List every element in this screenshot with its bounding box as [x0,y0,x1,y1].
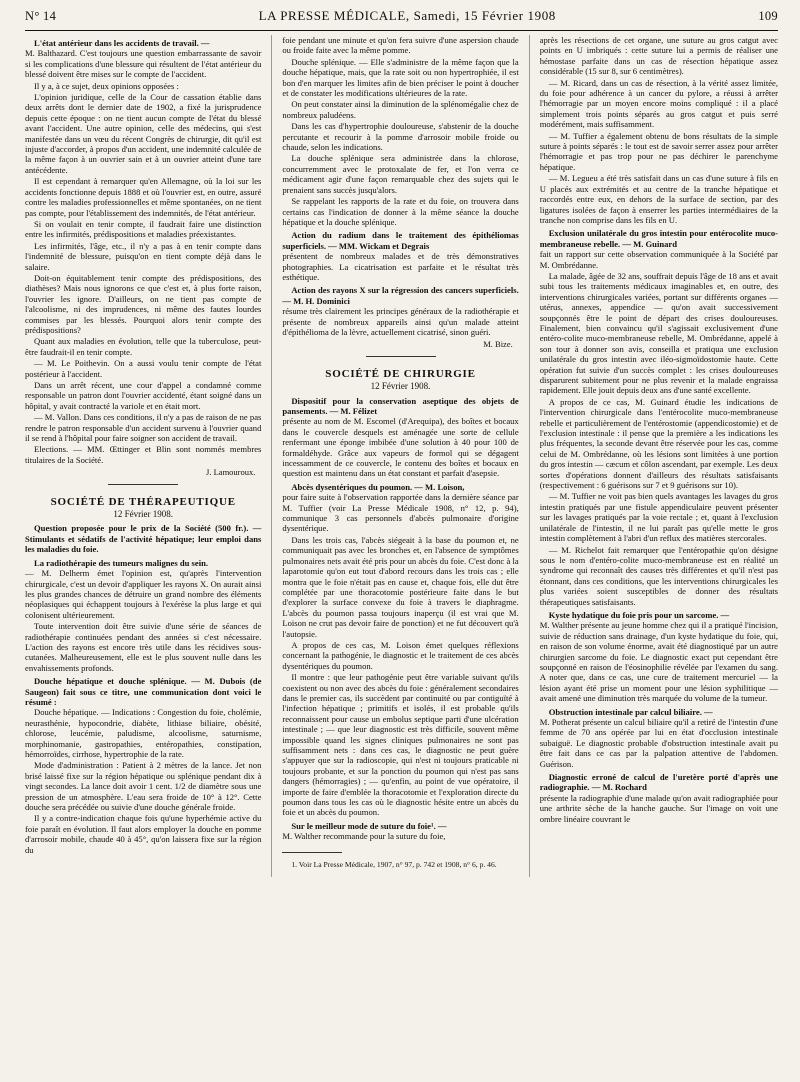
paragraph: Doit-on équitablement tenir compte des prédispositions, des diathèses? Mais nous ignorons ce que c'est et, à plus forte raison, l'ouvrier les ignore. D'ailleurs, on ne tient pas compte de l'alcoolisme, ni des imprudences, ni même des fautes lourdes commises par les blessés. Pourquoi alors tenir compte des prédispositions? [25,272,262,335]
section-title: SOCIÉTÉ DE THÉRAPEUTIQUE [50,495,236,508]
article-heading: Question proposée pour le prix de la Société (500 fr.). — Stimulants et sédatifs de l'activité hépatique; leur emploi dans les maladies du foie. [25,523,262,555]
paragraph: Il y a contre-indication chaque fois qu'une hyperhémie active du foie paraît en évolution. Il faut alors employer la douche en pomme d'arrosoir mobile, chaude 40 à 45°, qu'on laissera fixe sur la région du [25,813,262,855]
paragraph: — M. Delherm émet l'opinion est, qu'après l'intervention chirurgicale, c'est un devoir d'appliquer les rayons X. On aurait ainsi les plus grandes chances de détruire un grand nombre des éléments néoplasiques qui échappent toujours à l'exérèse la plus large et qui colonisent ultérieurement. [25,568,262,620]
paragraph: — M. Ricard, dans un cas de résection, à la vérité assez limitée, du foie pour adhérence à un cancer du pylore, a réussi à arrêter l'hémorragie par un moyen encore moins compliqué : il a placé simplement trois points séparés au gros catgut et puis serré modérément, mais suffisamment. [539,77,778,130]
paragraph: — M. Legueu a été très satisfait dans un cas d'une suture à fils en U placés aux extrémités et au centre de la tranche hépatique et raccordés entre eux, en dehors de la surface de section, par des ligatures isolées de façon à enserrer les parties intermédiaires de la tranche non comprise dans les fils en U. [539,173,778,225]
article-heading: Diagnostic erroné de calcul de l'uretère porté d'après une radiographie. — M. Rochard [539,772,778,793]
paragraph: présente au nom de M. Escomel (d'Arequipa), des boîtes et bocaux dans le couvercle desquels est aménagée une sorte de cellule renfermant une éponge imbibée d'une solution à 40 pour 100 de formaldéhyde. Grâce aux vapeurs de formol qui se dégagent incessamment de ce couvercle, le contenu des boîtes et bocaux en question est maintenu dans un état constant et parfait d'asepsie. [282,416,519,479]
paragraph: présente la radiographie d'une malade qu'on avait radiographiée pour une arthrite sèche de la hanche gauche. Sur l'image on voit une ombre linéaire couvrant le [539,792,778,824]
paragraph: foie pendant une minute et qu'on fera suivre d'une aspersion chaude ou froide faite avec la même pomme. [282,35,519,56]
paragraph: — M. Tuffier ne voit pas bien quels avantages les lavages du gros intestin pratiqués par une fistule appendiculaire peuvent présenter sur les lavages pratiqués par la voie rectale ; et, quant à l'exclusion unilatérale de l'intestin, il ne lui paraît pas qu'elle mette le gros intestin complètement à l'abri d'un reflux des matières stercorales. [539,491,778,544]
column-1 [25,35,261,877]
column-separator [529,35,530,877]
section-divider [366,356,436,357]
paragraph: M. Potherat présente un calcul biliaire qu'il a retiré de l'intestin d'une femme de 70 ans opérée par lui en état d'occlusion intestinale subaiguë. Le diagnostic probable d'obstruction intestinale avait pu être fait dans ce cas par la palpation attentive de l'abdomen. Guérison. [539,717,778,769]
paragraph: A propos de ces cas, M. Loison émet quelques réflexions concernant la pathogénie, le diagnostic et le traitement de ces abcès dysentériques du poumon. [282,639,519,671]
paragraph: présentent de nombreux malades et de très démonstratives photographies. La cicatrisation est parfaite et le résultat très esthétique. [282,251,519,282]
page-number: 109 [758,9,778,23]
paragraph: résume très clairement les principes généraux de la radiothérapie et présente de nombreux appareils ainsi qu'un malade atteint d'épithélioma de la lèvre, actuellement cicatrisé, sinon guéri. [282,306,519,337]
paragraph: — M. Le Poithevin. On a aussi voulu tenir compte de l'état postérieur à l'accident. [25,358,262,379]
paragraph: Douche splénique. — Elle s'administre de la même façon que la douche hépatique, mais, que la rate soit ou non hypertrophiée, il est bon d'en marquer les limites afin de bien préciser le point à doucher et de constater les modifications ultérieures de la rate. [282,56,519,99]
paragraph: La malade, âgée de 32 ans, souffrait depuis l'âge de 18 ans et avait subi tous les traitements médicaux imaginables et, en outre, des interventions chirurgicales variées, portant sur différents organes — utérus, annexes, appendice — qu'on avait successivement soupçonnés être le point de départ des crises douloureuses. Finalement, bien convaincu qu'il s'agissait exclusivement d'une entéro-colite muco-membraneuse rebelle, M. Ombrédanne, appelé à son tour à donner son avis, conseilla et pratiqua une exclusion unilatérale du gros intestin avec iléo-sigmoïdostomie haute. Cette opération fut suivie d'un succès complet : les crises douloureuses disparurent subitement pour ne plus revenir et la malade engraissa rapidement. Elle jouit depuis deux ans d'une santé excellente. [539,270,778,396]
paragraph: Si on voulait en tenir compte, il faudrait faire une distinction entre les infirmités, prédispositions et maladies préexistantes. [25,218,262,240]
paragraph: fait un rapport sur cette observation communiquée à la Société par M. Ombrédanne. [539,249,778,270]
article-heading: Action des rayons X sur la régression des cancers superficiels. — M. H. Dominici [282,285,519,306]
section-divider [108,484,178,485]
journal-title: LA PRESSE MÉDICALE, Samedi, 15 Février 1908 [258,8,556,23]
article-heading: La radiothérapie des tumeurs malignes du sein. [34,557,209,568]
issue-number: N° 14 [25,9,57,23]
section-date: 12 Février 1908. [113,509,174,520]
article-heading: Abcès dysentériques du poumon. — M. Loison, [291,481,465,492]
paragraph: Dans un arrêt récent, une cour d'appel a condamné comme responsable un patron dont l'ouvrier accidenté, étant soigné dans un hôpital, y avait contracté la variole et en était mort. [25,380,262,411]
paragraph: Elections. — MM. Œttinger et Blin sont nommés membres titulaires de la Société. [25,444,262,465]
article-heading: L'état antérieur dans les accidents de travail. — [34,38,210,48]
footnote: 1. Voir La Presse Médicale, 1907, n° 97, p. 742 et 1908, n° 6, p. 46. [291,860,497,870]
paragraph: Quant aux maladies en évolution, telle que la tuberculose, peut-être faudrait-il en tenir compte. [25,336,262,357]
paragraph: La douche splénique sera administrée dans la chlorose, concurremment avec le protoxalate de fer, et l'on verra ce médicament agir d'une façon remarquable chez des sujets qui le prenaient sans succès jusqu'alors. [282,153,519,195]
article-heading: Obstruction intestinale par calcul biliaire. — [548,706,713,717]
paragraph: M. Balthazard. C'est toujours une question embarrassante de savoir si les complications d'une blessure qui résultent de l'état antérieur du blessé doivent être mises sur le compte de l'accident. [25,48,262,80]
paragraph: — M. Richelot fait remarquer que l'entéropathie qu'on désigne sous le nom d'entéro-colite muco-membraneuse est en réalité un syndrome qui reconnaît des causes très différentes et qu'il n'est pas étonnant, dans ces conditions, que les interventions chirurgicales les plus variées soient susceptibles de donner des résultats thérapeutiques satisfaisants. [539,544,778,607]
paragraph: Mode d'administration : Patient à 2 mètres de la lance. Jet non brisé laissé fixe sur la région hépatique ou splénique pendant dix à vingt secondes. La lance doit avoir 1 cent. 1/2 de diamètre sous une pression de un atmosphère. L'eau sera froide de 10° à 12°. Cette douche sera précédée ou suivie d'une douche générale froide. [25,760,262,813]
paragraph: Il montre : que leur pathogénie peut être variable suivant qu'ils coexistent ou non avec des abcès du foie : généralement secondaires dans le premier cas, ils succèdent par continuité ou par contiguïté à l'infection hépatique ; primitifs et isolés, il est probable qu'ils reconnaissent pour cause un embolus septique parti d'une ulcération intestinale ; — que leur diagnostic est très difficile, souvent même impossible quand les signes cliniques pulmonaires ne sont pas suffisamment nets : dans ces cas, le diagnostic ne peut guère s'appuyer que sur la radioscopie, qui n'est ni toujours praticable ni toujours probante, et sur la ponction du poumon qui n'est pas sans dangers (hémorragies) ; — qu'enfin, au point de vue opératoire, il importe de faire d'emblée la thoracotomie et l'exploration directe du poumon dans tous les cas où le diagnostic hésite entre un abcès du foie et un abcès du poumon. [282,672,519,818]
paragraph: A propos de ce cas, M. Guinard étudie les indications de l'intervention chirurgicale dans l'entérocolite muco-membraneuse rebelle et particulièrement de l'entérostomie (appendicostomie) et de l'exclusion intestinale : il pense que la première a les indications les plus fréquentes, la seconde devant être réservée pour les cas, comme celui de M. Ombrédanne, où les lésions sont limitées à une portion du gros intestin — cæcum et côlon ascendant, par exemple. Les deux sortes d'opérations donnent d'ailleurs des résultats satisfaisants (respectivement : 6 guérisons sur 7 et 9 guérisons sur 10). [539,396,778,491]
section-title: SOCIÉTÉ DE CHIRURGIE [325,367,476,380]
article-heading: Exclusion unilatérale du gros intestin pour entérocolite muco-membraneuse rebelle. — M. Guinard [539,228,778,249]
paragraph: On peut constater ainsi la diminution de la splénomégalie chez de nombreux paludéens. [282,99,519,120]
paragraph: Douche hépatique. — Indications : Congestion du foie, cholémie, neurasthénie, hypocondrie, diabète, lithiase biliaire, obésité, chlorose, leucémie, paludisme, alcoolisme, saturnisme, morphinomanie, gastropathies, entéropathies, constipation, hémorroïdes, cirrhose, hypertrophie de la rate. [25,707,262,759]
paragraph: Il est cependant à remarquer qu'en Allemagne, où la loi sur les accidents fonctionne depuis 1888 et où l'ouvrier est, en outre, assuré contre les maladies professionnelles et même spontanées, on ne tient pas compte, pour l'établissement des indemnités, de l'état antérieur. [25,176,262,218]
paragraph: Il y a, à ce sujet, deux opinions opposées : [34,80,179,91]
article-heading: Dispositif pour la conservation aseptique des objets de pansements. — M. Félizet [282,395,519,416]
paragraph: Dans les trois cas, l'abcès siégeait à la base du poumon et, ne communiquait pas avec les bronches et, en l'absence de symptômes pulmonaires nets avait été pris pour un abcès du foie. C'est donc à la laparotomie qu'on eut tout d'abord recours dans les trois cas ; elle montra que le foie n'était pas en cause et, chaque fois, elle dut être complétée par une thoracotomie postérieure faite dans le but d'explorer la surface convexe du foie à travers le diaphragme. L'abcès du poumon passa toujours inaperçu (il est vrai que M. Loison ne crut pas devoir faire de ponction) et ne fut découvert qu'à l'autopsie. [282,534,519,639]
paragraph: Toute intervention doit être suivie d'une série de séances de radiothérapie continuées pendant des années si c'est nécessaire. L'action des rayons est encore très utile dans les récidives sous-cutanées. Malheureusement, elle est le plus souvent nulle dans les envahissements profonds. [25,621,262,673]
column-2 [282,35,518,877]
paragraph: — M. Tuffier a également obtenu de bons résultats de la simple suture à points séparés : le tout est de savoir serrer assez pour arrêter l'hémorragie et pas trop pour ne pas déchirer le parenchyme hépatique. [539,130,778,172]
article-heading: Kyste hydatique du foie pris pour un sarcome. — [548,609,730,620]
columns [25,35,778,877]
page-header [25,8,778,28]
paragraph: Dans les cas d'hypertrophie douloureuse, s'abstenir de la douche percutante et recourir à la pomme d'arrosoir mobile froide ou chaude, selon les indications. [282,121,519,153]
paragraph: Les infirmités, l'âge, etc., il n'y a pas à en tenir compte dans l'indemnité de blessure, puisqu'on en tient compte déjà dans le salaire. [25,240,262,272]
article-heading: Action du radium dans le traitement des épithéliomas superficiels. — MM. Wickam et Degrais [282,230,519,251]
header-rule [25,30,778,31]
paragraph: M. Walther présente au jeune homme chez qui il a pratiqué l'incision, suivie de réduction sans drainage, d'un kyste hydatique du foie, qui, en raison de son volume énorme, avait été diagnostiqué par un autre chirurgien sarcome du foie. Le diagnostic exact put cependant être soupçonné en raison de l'éosinophilie révélée par l'examen du sang. A noter que, dans ce cas, une cure de traitement mercuriel — la lésion ayant été prise un moment pour une lésion syphilitique — avait amené une diminution très marquée du volume de la tumeur. [539,620,778,704]
signature: M. Bize. [483,339,513,350]
paragraph: — M. Vallon. Dans ces conditions, il n'y a pas de raison de ne pas rendre le patron responsable d'un accident survenu à l'ouvrier quand il se rend à l'hôpital pour faire soigner son accident de travail. [25,412,262,444]
paragraph: Se rappelant les rapports de la rate et du foie, on trouvera dans certains cas l'indication de donner à la même séance la douche hépatique et la douche splénique. [282,196,519,227]
paragraph: M. Walther recommande pour la suture du foie, [282,831,446,842]
signature: J. Lamouroux. [206,467,256,478]
paragraph: après les résections de cet organe, une suture au gros catgut avec points en U imbriqués : cette suture lui a permis de réaliser une hémostase parfaite dans un cas de résection hépatique assez considérable (15 sur 8, sur 6 centimètres). [539,35,778,77]
column-separator [271,35,272,877]
column-3 [540,35,778,877]
footnote-rule [282,852,342,853]
paragraph: pour faire suite à l'observation rapportée dans la dernière séance par M. Tuffier (voir La Presse Médicale 1908, n° 12, p. 94), communique 3 cas personnels d'abcès pulmonaire d'origine dysentérique. [282,492,519,534]
paragraph: L'opinion juridique, celle de la Cour de cassation établie dans deux arrêts dont le dernier date de 1902, a fixé la jurisprudence depuis cette époque : on ne tient aucun compte de l'état du blessé avant l'accident. Une autre opinion, celle des médecins, qui s'est manifestée dans un vœu du récent Congrès de chirurgie, dit qu'il est injuste d'accorder, à propos d'un accident, une indemnité calculée de la même façon à un ouvrier sain et à un ouvrier atteint d'une tare antécédente. [25,92,262,175]
article-heading: Sur le meilleur mode de suture du foie¹. — [291,820,447,831]
section-date: 12 Février 1908. [370,381,431,392]
article-heading: Douche hépatique et douche splénique. — M. Dubois (de Saugeon) fait sous ce titre, une communication dont voici le résumé : [25,676,262,707]
